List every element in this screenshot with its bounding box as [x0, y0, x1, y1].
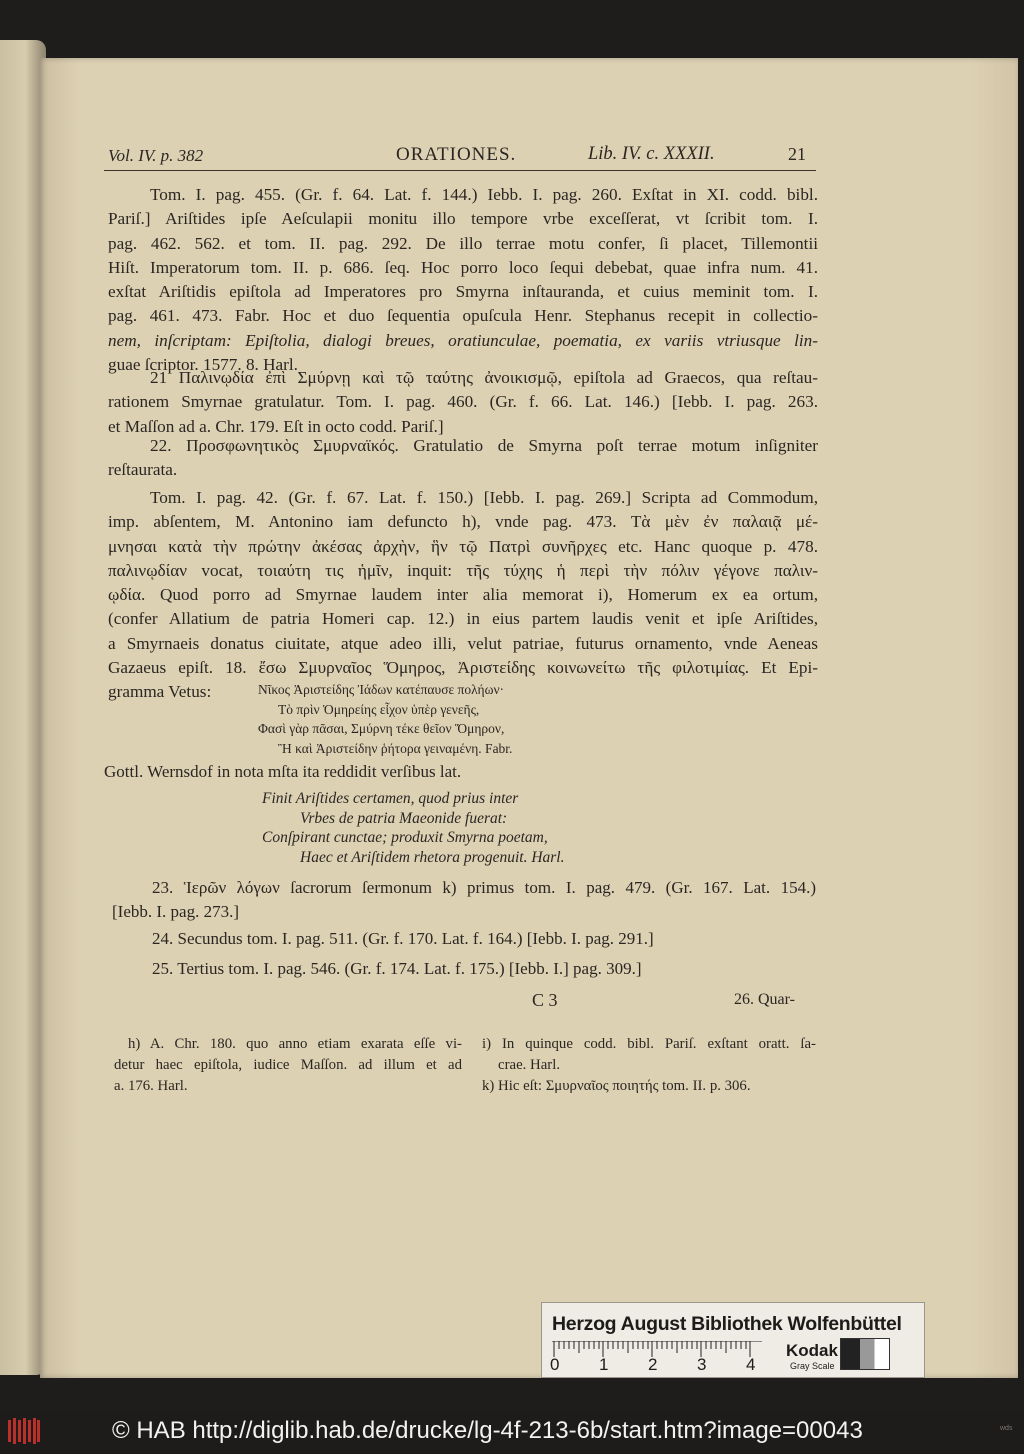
latin-poem: [262, 789, 564, 867]
footnote-line: h) A. Chr. 180. quo anno etiam exarata eſſe vi-: [128, 1036, 462, 1052]
ruler-scale: [552, 1341, 772, 1359]
book-chapter: Lib. IV. c. XXXII.: [588, 144, 715, 164]
corner-mark: wds: [1000, 1425, 1013, 1432]
footnote-line: crae. Harl.: [498, 1057, 561, 1073]
text-line: Tom. I. pag. 455. (Gr. f. 64. Lat. f. 144.) Iebb. I. pag. 260. Exſtat in XI. codd. bibl.: [150, 185, 818, 204]
wernsdorf-note: Gottl. Wernsdof in nota mſta ita reddidit verſibus lat.: [104, 762, 462, 781]
text-line: 23. Ἱερῶν λόγων ſacrorum ſermonum k) primus tom. I. pag. 479. (Gr. 167. Lat. 154.): [152, 878, 816, 897]
ruler-number: 1: [599, 1355, 609, 1374]
text-line: gramma Vetus:: [108, 682, 212, 702]
header-rule: [104, 170, 816, 171]
text-line: Gazaeus epiſt. 18. ἔσω Σμυρναῖος Ὅμηρος, Ἀριστείδης κοινωνείτω τῆς φιλοτιμίας. Et Epi-: [108, 658, 818, 678]
text-line: ῳδία. Quod porro ad Smyrnae laudem inter alia memorat i), Homerum ex ea ortum,: [108, 585, 818, 605]
footnote-line: detur haec epiſtola, iudice Maſſon. ad illum et ad: [114, 1057, 462, 1073]
text-line: [Iebb. I. pag. 273.]: [112, 902, 239, 922]
text-line: nem, inſcriptam: Epiſtolia, dialogi breues, oratiunculae, poematia, ex variis vtriusque lin-: [108, 330, 818, 350]
footnote-line: a. 176. Harl.: [114, 1078, 188, 1094]
text-line: Pariſ.] Ariſtides ipſe Aeſculapii monitu illo tempore vrbe exceſſerat, vt ſcribit tom. I.: [108, 209, 818, 229]
epigram-line: Νῖκος Ἀριστείδης Ἰάδων κατέπαυσε πολήων·: [258, 682, 505, 697]
ruler-number: 2: [648, 1355, 658, 1374]
paragraph-item-22: [108, 434, 818, 483]
kodak-brand: Kodak: [786, 1341, 838, 1360]
text-line: et Maſſon ad a. Chr. 179. Eſt in octo codd. Pariſ.]: [108, 416, 444, 436]
greek-epigram: [258, 680, 512, 758]
ruler-number: 4: [746, 1355, 756, 1374]
item-23: [112, 876, 816, 925]
footnotes-left: [114, 1034, 462, 1097]
item-25: 25. Tertius tom. I. pag. 546. (Gr. f. 174. Lat. f. 175.) [Iebb. I.] pag. 309.]: [152, 959, 642, 978]
paragraph-tom-42: [108, 486, 818, 705]
hab-logo-icon: [6, 1416, 42, 1446]
signature-mark: C 3: [532, 990, 558, 1010]
text-line: Tom. I. pag. 42. (Gr. f. 67. Lat. f. 150.) [Iebb. I. pag. 269.] Scripta ad Commodum,: [150, 488, 818, 507]
text-line: imp. abſentem, M. Antonino iam defuncto h), vnde pag. 473. Τὰ μὲν ἐν παλαιᾷ μέ-: [108, 512, 818, 532]
epigram-line: Φασὶ γὰρ πᾶσαι, Σμύρνη τέκε θεῖον Ὅμηρον,: [258, 721, 505, 736]
copyright-url[interactable]: © HAB http://diglib.hab.de/drucke/lg-4f-213-6b/start.htm?image=00043: [112, 1417, 863, 1444]
poem-line: Finit Ariſtides certamen, quod prius inter: [262, 790, 519, 807]
text-line: (confer Allatium de patria Homeri cap. 12.) in eius partem laudis venit et ipſe Ariſtides,: [108, 609, 818, 629]
footnote-line: i) In quinque codd. bibl. Pariſ. exſtant oratt. ſa-: [482, 1036, 816, 1052]
poem-line: Vrbes de patria Maeonide fuerat:: [300, 809, 508, 827]
text-line: rationem Smyrnae gratulatur. Tom. I. pag. 460. (Gr. f. 66. Lat. 146.) [Iebb. I. pag. 263.: [108, 392, 818, 412]
text-line: 21 Παλινῳδία ἐπὶ Σμύρνῃ καὶ τῷ ταύτης ἀνοικισμῷ, epiſtola ad Graecos, qua reſtau-: [150, 368, 818, 387]
page-number: 21: [788, 144, 806, 164]
item-24: 24. Secundus tom. I. pag. 511. (Gr. f. 170. Lat. f. 164.) [Iebb. I. pag. 291.]: [152, 929, 654, 948]
poem-line: Conſpirant cunctae; produxit Smyrna poetam,: [262, 829, 548, 846]
text-line: μνησαι κατὰ τὴν πρώτην ἀκέσας ἀρχὴν, ἣν τῷ Πατρὶ συνῆρχες etc. Hanc quoque p. 478.: [108, 536, 818, 556]
gray-scale-caption: Gray Scale: [790, 1361, 835, 1371]
ruler-number: 0: [550, 1355, 560, 1374]
paragraph-item-21: [108, 366, 818, 439]
section-title: ORATIONES.: [396, 144, 517, 165]
ruler-number: 3: [697, 1355, 707, 1374]
text-line: exſtat Ariſtidis epiſtola ad Imperatores pro Smyrna inſtauranda, et cuius meminit tom. I.: [108, 282, 818, 302]
volume-reference: Vol. IV. p. 382: [108, 146, 204, 165]
text-line: pag. 462. 562. et tom. II. pag. 292. De illo terrae motu confer, ſi placet, Tillemontii: [108, 233, 818, 253]
text-line: 22. Προσφωνητικὸς Σμυρναϊκός. Gratulatio de Smyrna poſt terrae motum inſigniter: [150, 436, 818, 455]
gray-scale-swatch: [840, 1338, 890, 1370]
footnote-line: k) Hic eſt: Σμυρναῖος ποιητής tom. II. p. 306.: [482, 1078, 751, 1094]
text-line: reſtaurata.: [108, 460, 178, 480]
library-name: Herzog August Bibliothek Wolfenbüttel: [552, 1313, 902, 1335]
footnotes-right: [482, 1034, 816, 1097]
running-header: [108, 146, 810, 172]
text-line: pag. 461. 473. Fabr. Hoc et duo ſequentia opuſcula Henr. Stephanus recepit in collectio-: [108, 306, 818, 326]
text-line: παλινῳδίαν vocat, τοιαύτη τις ἡμῖν, inquit: τῆς τύχης ἡ περὶ τὴν πόλιν γέγονε παλιν-: [108, 560, 818, 580]
epigram-line: Ἢ καὶ Ἀριστείδην ῥήτορα γειναμένη. Fabr.: [278, 740, 513, 756]
poem-line: Haec et Ariſtidem rhetora progenuit. Harl.: [300, 848, 565, 866]
text-line: guae ſcriptor. 1577. 8. Harl.: [108, 355, 298, 375]
catchword: 26. Quar-: [734, 991, 795, 1008]
paragraph-tom-455: [108, 183, 818, 377]
text-line: a Smyrnaeis donatus ciuitate, atque adeo illi, velut patriae, futurus ornamento, vnde Aeneas: [108, 633, 818, 653]
text-line: Hiſt. Imperatorum tom. II. p. 686. ſeq. Hoc porro loco ſequi debebat, quae infra num. 41.: [108, 257, 818, 277]
library-color-scale-label: [541, 1302, 925, 1378]
epigram-line: Τὸ πρὶν Ὁμηρείης εἶχον ὑπὲρ γενεῆς,: [278, 701, 480, 717]
